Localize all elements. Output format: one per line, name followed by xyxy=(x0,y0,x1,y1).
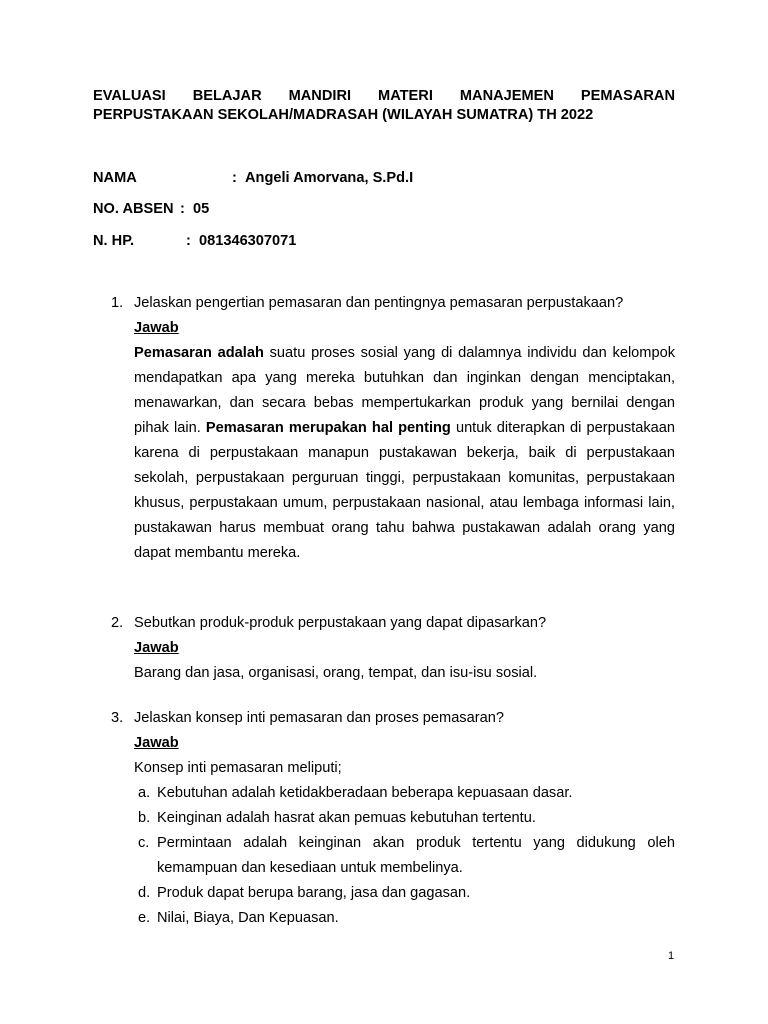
absen-value: 05 xyxy=(192,201,210,217)
question-block-1 xyxy=(134,291,675,566)
page-number: 1 xyxy=(668,950,675,962)
question-block-2 xyxy=(134,611,675,686)
absen-field xyxy=(93,200,209,219)
phone-label: N. HP. xyxy=(93,233,135,249)
answer-text: Pemasaran adalah suatu proses sosial yang di dalamnya individu dan kelompok mendapatkan apa yang mereka butuhkan dan inginkan dengan menciptakan, menawarkan, dan secara bebas mempertukarkan produk yang bernilai dengan pihak lain. Pemasaran merupakan hal penting untuk diterapkan di perpustakaan karena di perpustakaan manapun pustakawan bekerja, baik di perpustakaan sekolah, perpustakaan perguruan tinggi, perpustakaan komunitas, perpustakaan khusus, perpustakaan umum, perpustakaan nasional, atau lembaga informasi lain, pustakawan harus membuat orang tahu bahwa pustakawan adalah orang yang dapat membantu mereka. xyxy=(134,345,675,561)
answer-text: Barang dan jasa, organisasi, orang, tempat, dan isu-isu sosial. xyxy=(134,665,538,681)
name-separator: : xyxy=(232,170,237,186)
name-field xyxy=(93,169,413,188)
question-number: 1. xyxy=(111,295,124,311)
list-item: c. Permintaan adalah keinginan akan produk tertentu yang didukung oleh kemampuan dan kesediaan untuk membelinya. xyxy=(138,835,675,876)
question-text: Jelaskan pengertian pemasaran dan pentingnya pemasaran perpustakaan? xyxy=(134,295,624,311)
question-number: 2. xyxy=(111,615,124,631)
title-line-2: PERPUSTAKAAN SEKOLAH/MADRASAH (WILAYAH SUMATRA) TH 2022 xyxy=(93,107,594,123)
concept-list xyxy=(134,781,675,931)
answer-intro: Konsep inti pemasaran meliputi; xyxy=(134,760,342,776)
question-text: Jelaskan konsep inti pemasaran dan proses pemasaran? xyxy=(134,710,504,726)
answer-label: Jawab xyxy=(134,640,179,656)
name-label: NAMA xyxy=(93,170,137,186)
answer-label: Jawab xyxy=(134,320,179,336)
name-value: Angeli Amorvana, S.Pd.I xyxy=(244,170,414,186)
answer-label: Jawab xyxy=(134,735,179,751)
title-line-1: EVALUASI BELAJAR MANDIRI MATERI MANAJEMEN PEMASARAN xyxy=(93,88,675,104)
answer-bold: Pemasaran merupakan hal penting xyxy=(205,420,451,436)
absen-label: NO. ABSEN xyxy=(93,201,174,217)
question-block-3 xyxy=(134,706,675,931)
phone-separator: : xyxy=(186,233,191,249)
phone-value: 081346307071 xyxy=(198,233,297,249)
document-title xyxy=(93,87,675,125)
list-item: d. Produk dapat berupa barang, jasa dan gagasan. xyxy=(138,885,471,901)
list-item: a. Kebutuhan adalah ketidakberadaan beberapa kepuasaan dasar. xyxy=(138,785,573,801)
absen-separator: : xyxy=(180,201,185,217)
question-text: Sebutkan produk-produk perpustakaan yang dapat dipasarkan? xyxy=(134,615,547,631)
phone-field xyxy=(93,232,296,251)
list-item: b. Keinginan adalah hasrat akan pemuas kebutuhan tertentu. xyxy=(138,810,536,826)
answer-bold: Pemasaran adalah xyxy=(134,345,264,361)
question-number: 3. xyxy=(111,710,124,726)
list-item: e. Nilai, Biaya, Dan Kepuasan. xyxy=(138,910,339,926)
